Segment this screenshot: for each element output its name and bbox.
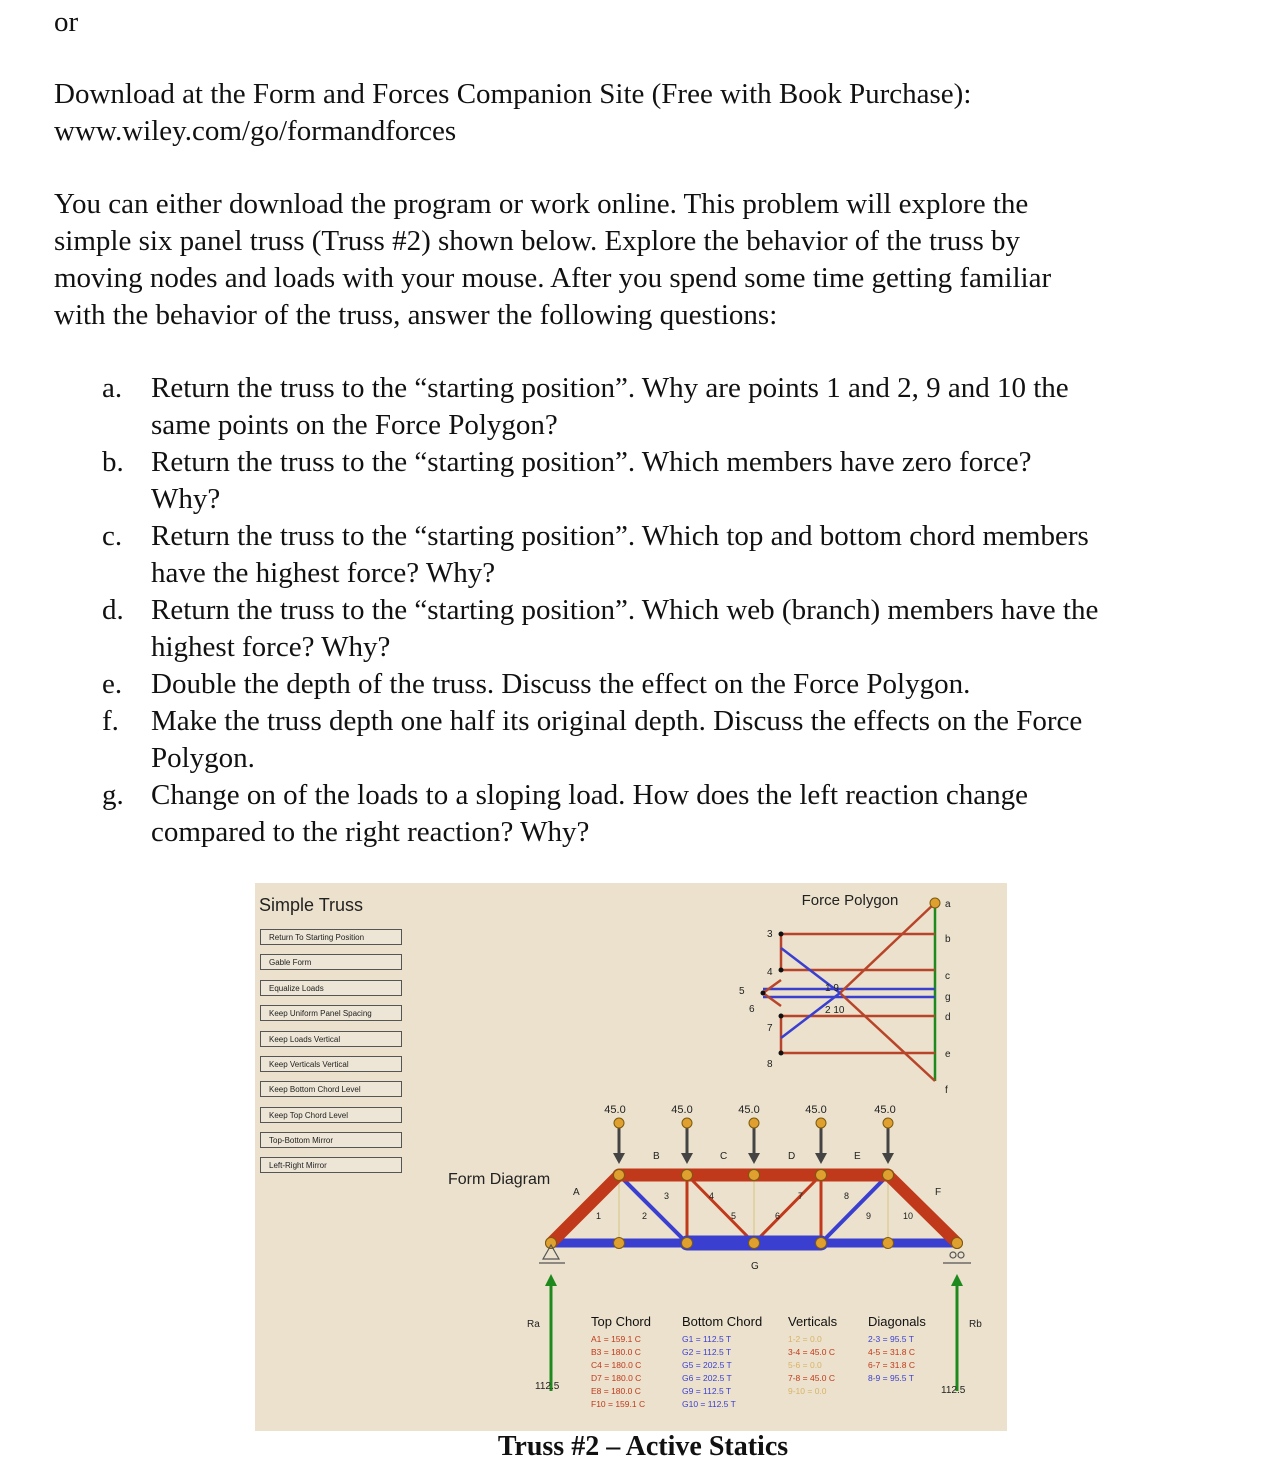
polygon-label: g [945, 992, 951, 1003]
table-cell: G1 = 112.5 T [682, 1334, 732, 1344]
truss-members [551, 1175, 957, 1243]
question-marker: g. [102, 779, 124, 811]
table-cell: B3 = 180.0 C [591, 1347, 641, 1357]
para-line: You can either download the program or work online. This problem will explore the [54, 188, 1029, 220]
question-e [54, 666, 1254, 703]
truss-node[interactable] [883, 1170, 894, 1181]
question-line: Return the truss to the “starting position”. Which members have zero force? [151, 446, 1032, 478]
question-line: Return the truss to the “starting position”. Which web (branch) members have the [151, 594, 1099, 626]
load-value: 45.0 [805, 1104, 827, 1116]
question-f [54, 703, 1254, 777]
member-number: 10 [903, 1211, 914, 1221]
load-handle[interactable] [614, 1118, 624, 1128]
table-cell: 2-3 = 95.5 T [868, 1334, 914, 1344]
table-cell: G2 = 112.5 T [682, 1347, 732, 1357]
question-line: have the highest force? Why? [151, 557, 496, 589]
table-cell: 3-4 = 45.0 C [788, 1347, 836, 1357]
polygon-diagonal [763, 980, 781, 993]
roller-support-icon [950, 1252, 956, 1258]
member-number: 8 [844, 1191, 850, 1201]
polygon-center-label: 1 9 [825, 983, 839, 994]
space-label: C [720, 1151, 728, 1162]
polygon-node [779, 1051, 784, 1056]
polygon-node-label: 4 [767, 967, 773, 978]
table-cell: G5 = 202.5 T [682, 1360, 732, 1370]
table-cell: G10 = 112.5 T [682, 1399, 736, 1409]
truss-node[interactable] [682, 1238, 693, 1249]
polygon-node [779, 968, 784, 973]
load-handle[interactable] [883, 1118, 893, 1128]
polygon-node [779, 1014, 784, 1019]
uniform-panel-spacing-button[interactable]: Keep Uniform Panel Spacing [260, 1005, 402, 1021]
space-label: A [573, 1187, 580, 1198]
table-cell: 1-2 = 0.0 [788, 1334, 822, 1344]
figure-caption: Truss #2 – Active Statics [497, 1431, 789, 1462]
table-cell: 4-5 = 31.8 C [868, 1347, 916, 1357]
table-header-bottom-chord: Bottom Chord [682, 1314, 763, 1329]
truss-node[interactable] [883, 1238, 894, 1249]
member-number: 5 [731, 1211, 737, 1221]
question-a [54, 370, 1254, 444]
polygon-node-label: 3 [767, 929, 773, 940]
return-to-start-button[interactable]: Return To Starting Position [260, 929, 402, 945]
member-number: 4 [709, 1191, 715, 1201]
bottom-chord-level-button[interactable]: Keep Bottom Chord Level [260, 1081, 402, 1097]
polygon-label: c [945, 971, 950, 982]
reaction-label-left: Ra [527, 1319, 540, 1330]
question-marker: a. [102, 372, 123, 404]
question-line: Polygon. [151, 742, 255, 774]
polygon-label: b [945, 934, 951, 945]
polygon-label: d [945, 1012, 951, 1023]
reaction-value-right: 112.5 [941, 1385, 966, 1396]
member-8-9 [821, 1175, 888, 1243]
table-cell: 7-8 = 45.0 C [788, 1373, 836, 1383]
table-cell: C4 = 180.0 C [591, 1360, 642, 1370]
question-line: Return the truss to the “starting position”. Which top and bottom chord members [151, 520, 1089, 552]
load-value: 45.0 [671, 1104, 693, 1116]
member-number: 6 [775, 1211, 781, 1221]
question-marker: f. [102, 705, 119, 737]
left-right-mirror-button[interactable]: Left-Right Mirror [260, 1157, 402, 1173]
table-cell: G6 = 202.5 T [682, 1373, 732, 1383]
truss-node[interactable] [682, 1170, 693, 1181]
question-d [54, 592, 1254, 666]
question-line: Return the truss to the “starting position”. Why are points 1 and 2, 9 and 10 the [151, 372, 1069, 404]
polygon-node-label: 6 [749, 1004, 755, 1015]
polygon-node-label: 5 [739, 986, 745, 997]
polygon-node-label: 7 [767, 1023, 773, 1034]
question-line: Why? [151, 483, 221, 515]
truss-diagrams [255, 883, 1007, 1431]
polygon-diagonal-a [840, 903, 935, 993]
polygon-center-label: 2 10 [825, 1005, 845, 1016]
member-number: 2 [642, 1211, 648, 1221]
download-line: Download at the Form and Forces Companion Site (Free with Book Purchase): [54, 78, 972, 110]
load-handle[interactable] [816, 1118, 826, 1128]
polygon-label: a [945, 899, 951, 910]
member-6-7 [754, 1175, 821, 1243]
load-value: 45.0 [874, 1104, 896, 1116]
para-line: with the behavior of the truss, answer the following questions: [54, 299, 778, 331]
load-value: 45.0 [738, 1104, 760, 1116]
polygon-label: f [945, 1085, 948, 1096]
question-marker: b. [102, 446, 124, 478]
question-line: highest force? Why? [151, 631, 391, 663]
member-number: 9 [866, 1211, 872, 1221]
question-line: Make the truss depth one half its original depth. Discuss the effects on the Force [151, 705, 1083, 737]
space-label: F [935, 1187, 942, 1198]
reaction-arrowhead [951, 1274, 963, 1286]
load-handle[interactable] [682, 1118, 692, 1128]
polygon-node [761, 991, 766, 996]
truss-node[interactable] [546, 1238, 557, 1249]
load-value: 45.0 [604, 1104, 626, 1116]
top-chord-level-button[interactable]: Keep Top Chord Level [260, 1107, 402, 1123]
load-handle[interactable] [749, 1118, 759, 1128]
space-label: E [854, 1151, 861, 1162]
truss-node[interactable] [749, 1238, 760, 1249]
table-header-top-chord: Top Chord [591, 1314, 651, 1329]
roller-support-icon [958, 1252, 964, 1258]
form-diagram-label: Form Diagram [448, 1171, 551, 1188]
truss-node[interactable] [816, 1170, 827, 1181]
or-text: or [54, 6, 79, 38]
table-cell: D7 = 180.0 C [591, 1373, 642, 1383]
space-label: G [751, 1261, 759, 1272]
truss-node[interactable] [816, 1238, 827, 1249]
truss-node[interactable] [749, 1170, 760, 1181]
loads-vertical-button[interactable]: Keep Loads Vertical [260, 1031, 402, 1047]
table-cell: 5-6 = 0.0 [788, 1360, 822, 1370]
top-chord-a1 [551, 1175, 619, 1243]
loads [604, 1104, 895, 1164]
member-2-3 [619, 1175, 687, 1243]
gable-form-button[interactable]: Gable Form [260, 954, 402, 970]
polygon-diagonal-f [840, 993, 935, 1081]
table-header-verticals: Verticals [788, 1314, 838, 1329]
truss-node[interactable] [614, 1170, 625, 1181]
question-c [54, 518, 1254, 592]
table-cell: 8-9 = 95.5 T [868, 1373, 914, 1383]
truss-node[interactable] [952, 1238, 963, 1249]
question-marker: e. [102, 668, 123, 700]
para-line: simple six panel truss (Truss #2) shown below. Explore the behavior of the truss by [54, 225, 1021, 257]
member-number: 3 [664, 1191, 670, 1201]
reaction-label-right: Rb [969, 1319, 982, 1330]
equalize-loads-button[interactable]: Equalize Loads [260, 980, 402, 996]
para-line: moving nodes and loads with your mouse. After you spend some time getting familiar [54, 262, 1052, 294]
companion-url[interactable]: www.wiley.com/go/formandforces [54, 115, 457, 147]
question-marker: d. [102, 594, 124, 626]
sim-title: Simple Truss [259, 895, 364, 915]
verticals-vertical-button[interactable]: Keep Verticals Vertical [260, 1056, 402, 1072]
member-4-5 [687, 1175, 754, 1243]
question-marker: c. [102, 520, 123, 552]
polygon-handle[interactable] [930, 898, 940, 908]
member-number: 7 [798, 1191, 804, 1201]
force-polygon-label: Force Polygon [801, 892, 899, 909]
table-cell: 9-10 = 0.0 [788, 1386, 827, 1396]
polygon-label: e [945, 1049, 951, 1060]
table-cell: E8 = 180.0 C [591, 1386, 641, 1396]
question-line: Change on of the loads to a sloping load. How does the left reaction change [151, 779, 1029, 811]
top-bottom-mirror-button[interactable]: Top-Bottom Mirror [260, 1132, 402, 1148]
table-cell: 6-7 = 31.8 C [868, 1360, 916, 1370]
member-number: 1 [596, 1211, 602, 1221]
question-g [54, 777, 1254, 851]
reaction-arrowhead [545, 1274, 557, 1286]
polygon-diagonal [763, 993, 781, 1006]
space-label: B [653, 1151, 660, 1162]
table-cell: A1 = 159.1 C [591, 1334, 641, 1344]
question-line: same points on the Force Polygon? [151, 409, 558, 441]
question-line: Double the depth of the truss. Discuss the effect on the Force Polygon. [151, 668, 971, 700]
table-header-diagonals: Diagonals [868, 1314, 926, 1329]
reaction-value-left: 112.5 [535, 1381, 560, 1392]
question-b [54, 444, 1254, 518]
active-statics-simulator [255, 883, 1007, 1431]
table-cell: F10 = 159.1 C [591, 1399, 646, 1409]
top-chord-f10 [888, 1175, 957, 1243]
table-cell: G9 = 112.5 T [682, 1386, 732, 1396]
polygon-node-label: 8 [767, 1059, 773, 1070]
question-line: compared to the right reaction? Why? [151, 816, 590, 848]
truss-node[interactable] [614, 1238, 625, 1249]
question-list [54, 370, 1254, 851]
polygon-node [779, 932, 784, 937]
space-label: D [788, 1151, 796, 1162]
force-tables [591, 1314, 926, 1409]
